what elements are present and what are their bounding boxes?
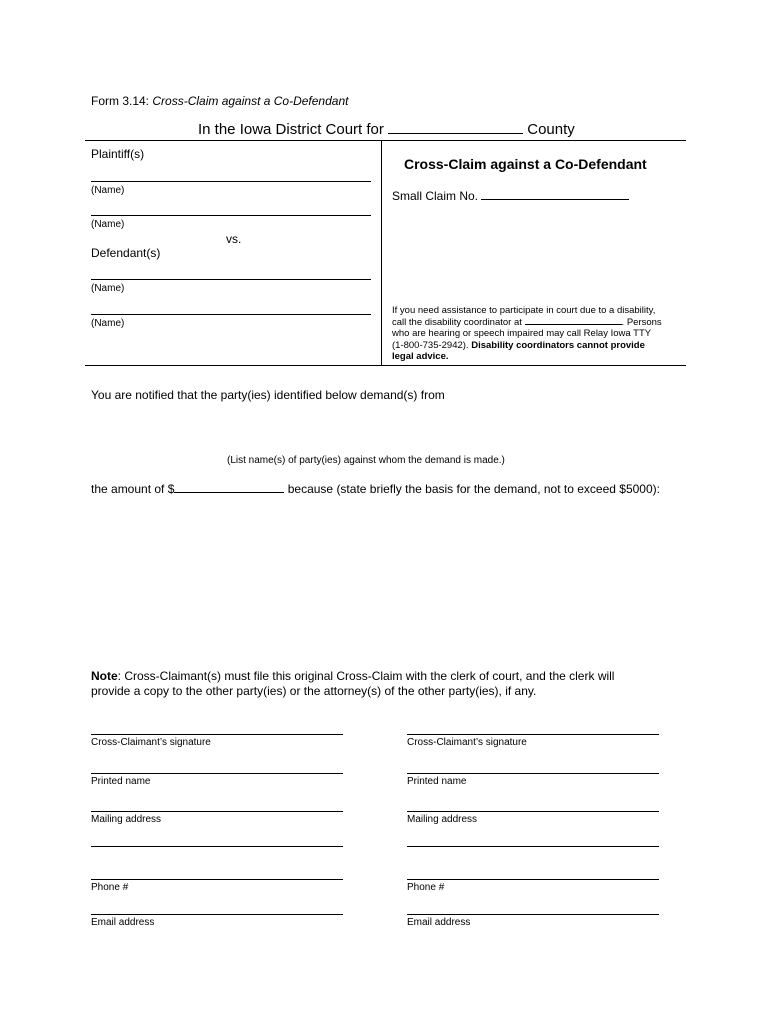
plaintiff-name-line-2[interactable]	[91, 215, 371, 216]
disability-line-4: (1-800-735-2942). Disability coordinators cannot provide	[392, 339, 645, 351]
left-phone-label: Phone #	[91, 882, 129, 893]
right-phone-label: Phone #	[407, 882, 445, 893]
left-signature-label: Cross-Claimant’s signature	[91, 737, 211, 748]
small-claim-number-field[interactable]	[481, 199, 629, 200]
court-line	[198, 121, 575, 138]
form-title: Cross-Claim against a Co-Defendant	[152, 94, 349, 108]
right-mailing-address-label: Mailing address	[407, 814, 478, 825]
caption-bottom-rule	[85, 365, 686, 366]
amount-field[interactable]	[174, 492, 284, 493]
list-names-instruction: (List name(s) of party(ies) against whom the demand is made.)	[227, 455, 505, 466]
disability-line-3: who are hearing or speech impaired may call Relay Iowa TTY	[392, 328, 652, 340]
coordinator-field[interactable]	[525, 324, 622, 325]
plaintiffs-label: Plaintiff(s)	[91, 147, 145, 161]
name-label-1: (Name)	[91, 185, 125, 196]
right-signature-label: Cross-Claimant’s signature	[407, 737, 527, 748]
defendant-name-line-2[interactable]	[91, 314, 371, 315]
name-label-4: (Name)	[91, 318, 125, 329]
caption-divider	[381, 140, 382, 365]
right-email-label: Email address	[407, 917, 471, 928]
amount-row	[91, 482, 660, 496]
caption-top-rule	[85, 140, 686, 141]
disability-line-5: legal advice.	[392, 351, 449, 363]
disability-line-2: call the disability coordinator at . Persons	[392, 316, 662, 328]
defendant-name-line-1[interactable]	[91, 279, 371, 280]
amount-prefix: the amount of $	[91, 482, 175, 496]
court-prefix: In the Iowa District Court for	[198, 121, 384, 138]
right-phone-line[interactable]	[407, 879, 659, 880]
left-email-label: Email address	[91, 917, 155, 928]
right-printed-name-line[interactable]	[407, 773, 659, 774]
note-line-1: Note: Cross-Claimant(s) must file this original Cross-Claim with the clerk of court, and the clerk will	[91, 669, 615, 683]
vs-label: vs.	[226, 232, 242, 246]
right-signature-line[interactable]	[407, 734, 659, 735]
left-mailing-address-line-2[interactable]	[91, 846, 343, 847]
court-suffix: County	[527, 121, 575, 138]
name-label-2: (Name)	[91, 219, 125, 230]
name-label-3: (Name)	[91, 283, 125, 294]
left-signature-line[interactable]	[91, 734, 343, 735]
disability-notice	[392, 305, 682, 363]
form-number: Form 3.14:	[91, 94, 150, 108]
small-claim-row	[392, 189, 629, 203]
left-phone-line[interactable]	[91, 879, 343, 880]
county-field[interactable]	[388, 133, 523, 134]
notified-text: You are notified that the party(ies) identified below demand(s) from	[91, 388, 445, 402]
plaintiff-name-line-1[interactable]	[91, 181, 371, 182]
left-printed-name-line[interactable]	[91, 773, 343, 774]
form-header	[91, 94, 348, 108]
note-line-2: provide a copy to the other party(ies) or the attorney(s) of the other party(ies), if any.	[91, 684, 537, 698]
defendants-label: Defendant(s)	[91, 246, 161, 260]
right-email-line[interactable]	[407, 914, 659, 915]
left-mailing-address-label: Mailing address	[91, 814, 162, 825]
note-label: Note	[91, 669, 118, 683]
left-mailing-address-line[interactable]	[91, 811, 343, 812]
small-claim-label: Small Claim No.	[392, 189, 479, 203]
right-printed-name-label: Printed name	[407, 776, 467, 787]
amount-suffix: because (state briefly the basis for the demand, not to exceed $5000):	[287, 482, 660, 496]
disability-line-1: If you need assistance to participate in court due to a disability,	[392, 305, 656, 316]
note-block	[91, 669, 691, 699]
right-mailing-address-line-2[interactable]	[407, 846, 659, 847]
right-heading: Cross-Claim against a Co-Defendant	[404, 156, 647, 172]
left-email-line[interactable]	[91, 914, 343, 915]
left-printed-name-label: Printed name	[91, 776, 151, 787]
right-mailing-address-line[interactable]	[407, 811, 659, 812]
